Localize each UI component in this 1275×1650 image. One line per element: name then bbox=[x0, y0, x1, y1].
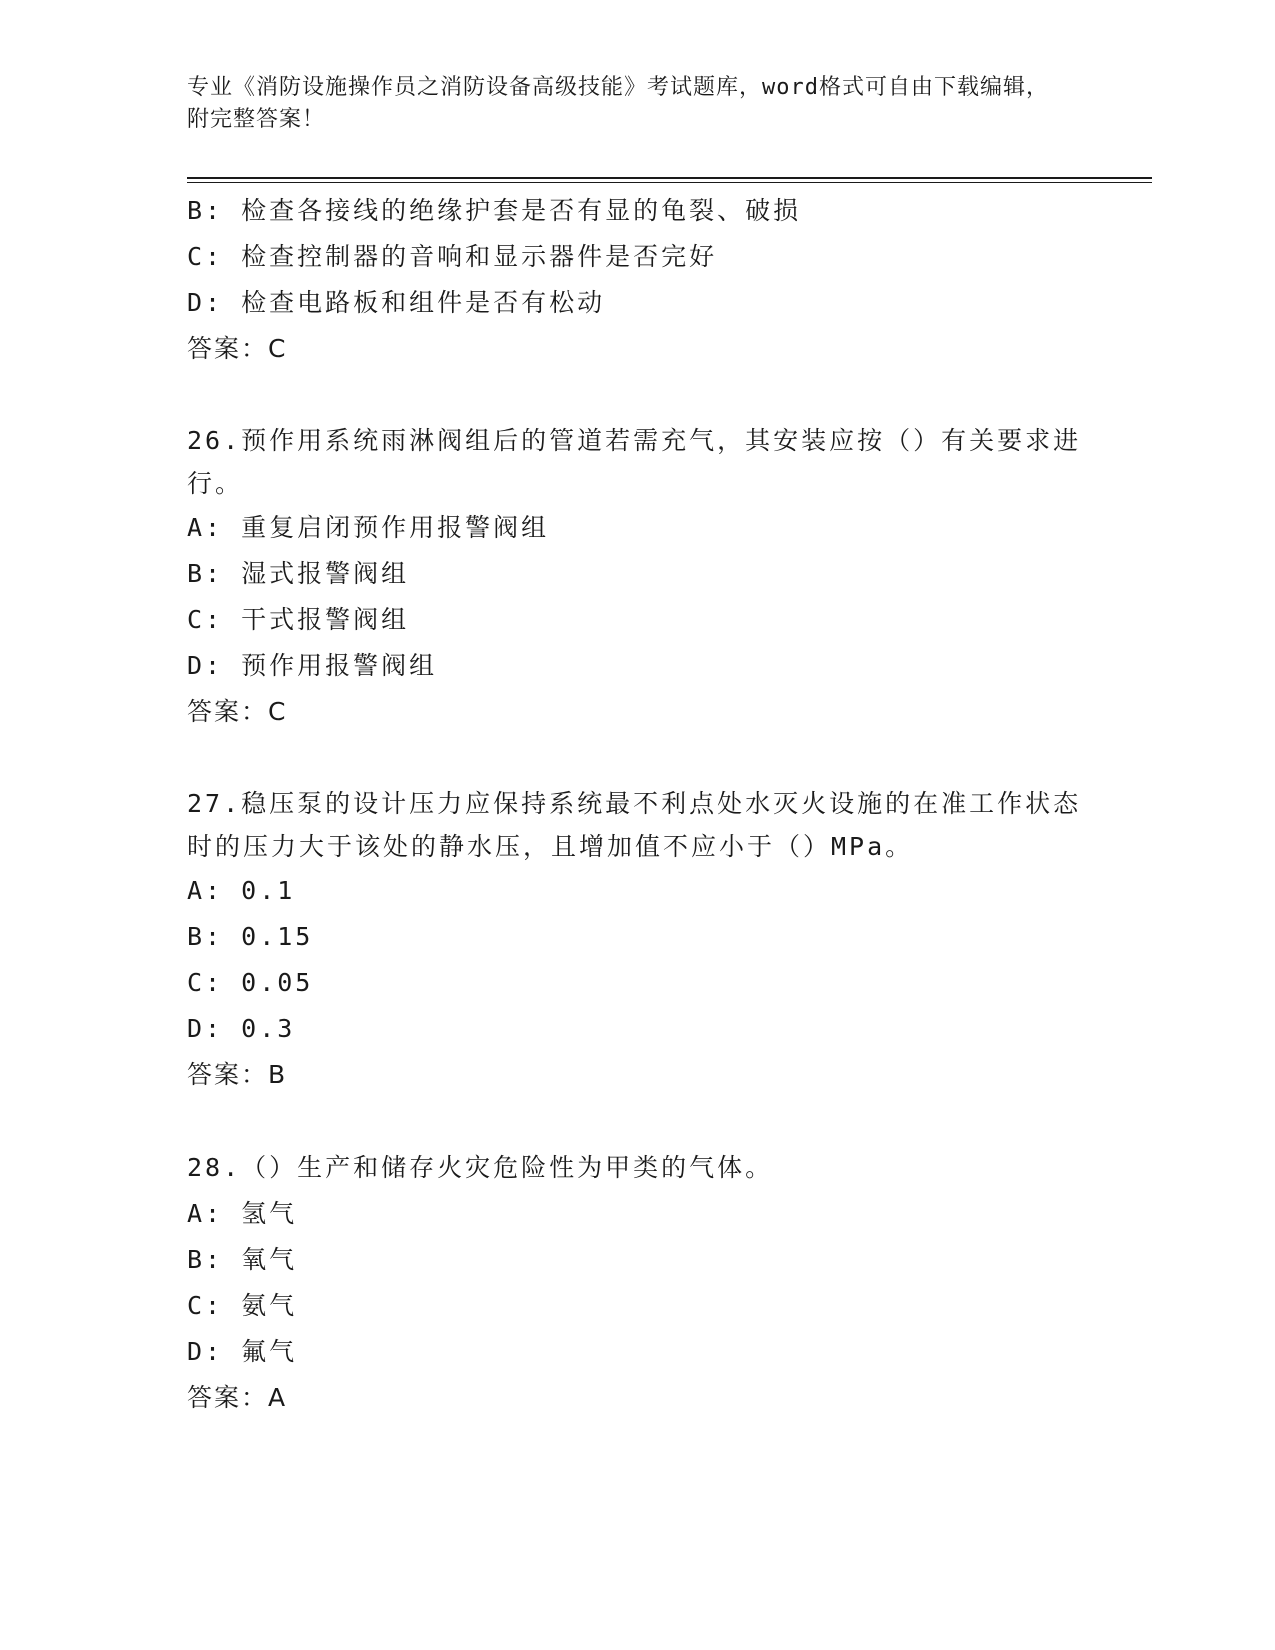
spacer bbox=[187, 735, 1087, 782]
option-b: B: 湿式报警阀组 bbox=[187, 559, 410, 588]
option-c: C: 氨气 bbox=[187, 1291, 298, 1320]
answer: 答案：C bbox=[187, 334, 288, 363]
option-c: C: 干式报警阀组 bbox=[187, 605, 410, 634]
question-27 bbox=[187, 782, 1087, 1098]
header-rule-thin bbox=[187, 182, 1152, 183]
option-d: D: 0.3 bbox=[187, 1014, 296, 1043]
answer: 答案：B bbox=[187, 1060, 288, 1089]
question-stem: 27.稳压泵的设计压力应保持系统最不利点处水灭火设施的在准工作状态时的压力大于该处的静水压，且增加值不应小于（）MPa。 bbox=[187, 789, 1082, 861]
question-content bbox=[187, 188, 1087, 1421]
option-d: D: 预作用报警阀组 bbox=[187, 651, 438, 680]
answer: 答案：A bbox=[187, 1383, 288, 1412]
question-stem: 26.预作用系统雨淋阀组后的管道若需充气，其安装应按（）有关要求进行。 bbox=[187, 426, 1082, 498]
spacer bbox=[187, 372, 1087, 419]
question-26 bbox=[187, 419, 1087, 735]
answer: 答案：C bbox=[187, 697, 288, 726]
option-c: C: 检查控制器的音响和显示器件是否完好 bbox=[187, 242, 718, 271]
option-c: C: 0.05 bbox=[187, 968, 314, 997]
header-rule-thick bbox=[187, 177, 1152, 179]
spacer bbox=[187, 1098, 1087, 1145]
option-a: A: 0.1 bbox=[187, 876, 296, 905]
option-d: D: 检查电路板和组件是否有松动 bbox=[187, 288, 606, 317]
question-25-continued bbox=[187, 188, 1087, 372]
option-b: B: 0.15 bbox=[187, 922, 314, 951]
option-b: B: 氧气 bbox=[187, 1245, 298, 1274]
option-a: A: 重复启闭预作用报警阀组 bbox=[187, 513, 550, 542]
option-a: A: 氢气 bbox=[187, 1199, 298, 1228]
question-28 bbox=[187, 1145, 1087, 1421]
question-stem: 28.（）生产和储存火灾危险性为甲类的气体。 bbox=[187, 1153, 774, 1182]
document-header: 专业《消防设施操作员之消防设备高级技能》考试题库，word格式可自由下载编辑，附完整答案！ bbox=[187, 75, 1049, 132]
option-b: B: 检查各接线的绝缘护套是否有显的龟裂、破损 bbox=[187, 196, 802, 225]
option-d: D: 氟气 bbox=[187, 1337, 298, 1366]
